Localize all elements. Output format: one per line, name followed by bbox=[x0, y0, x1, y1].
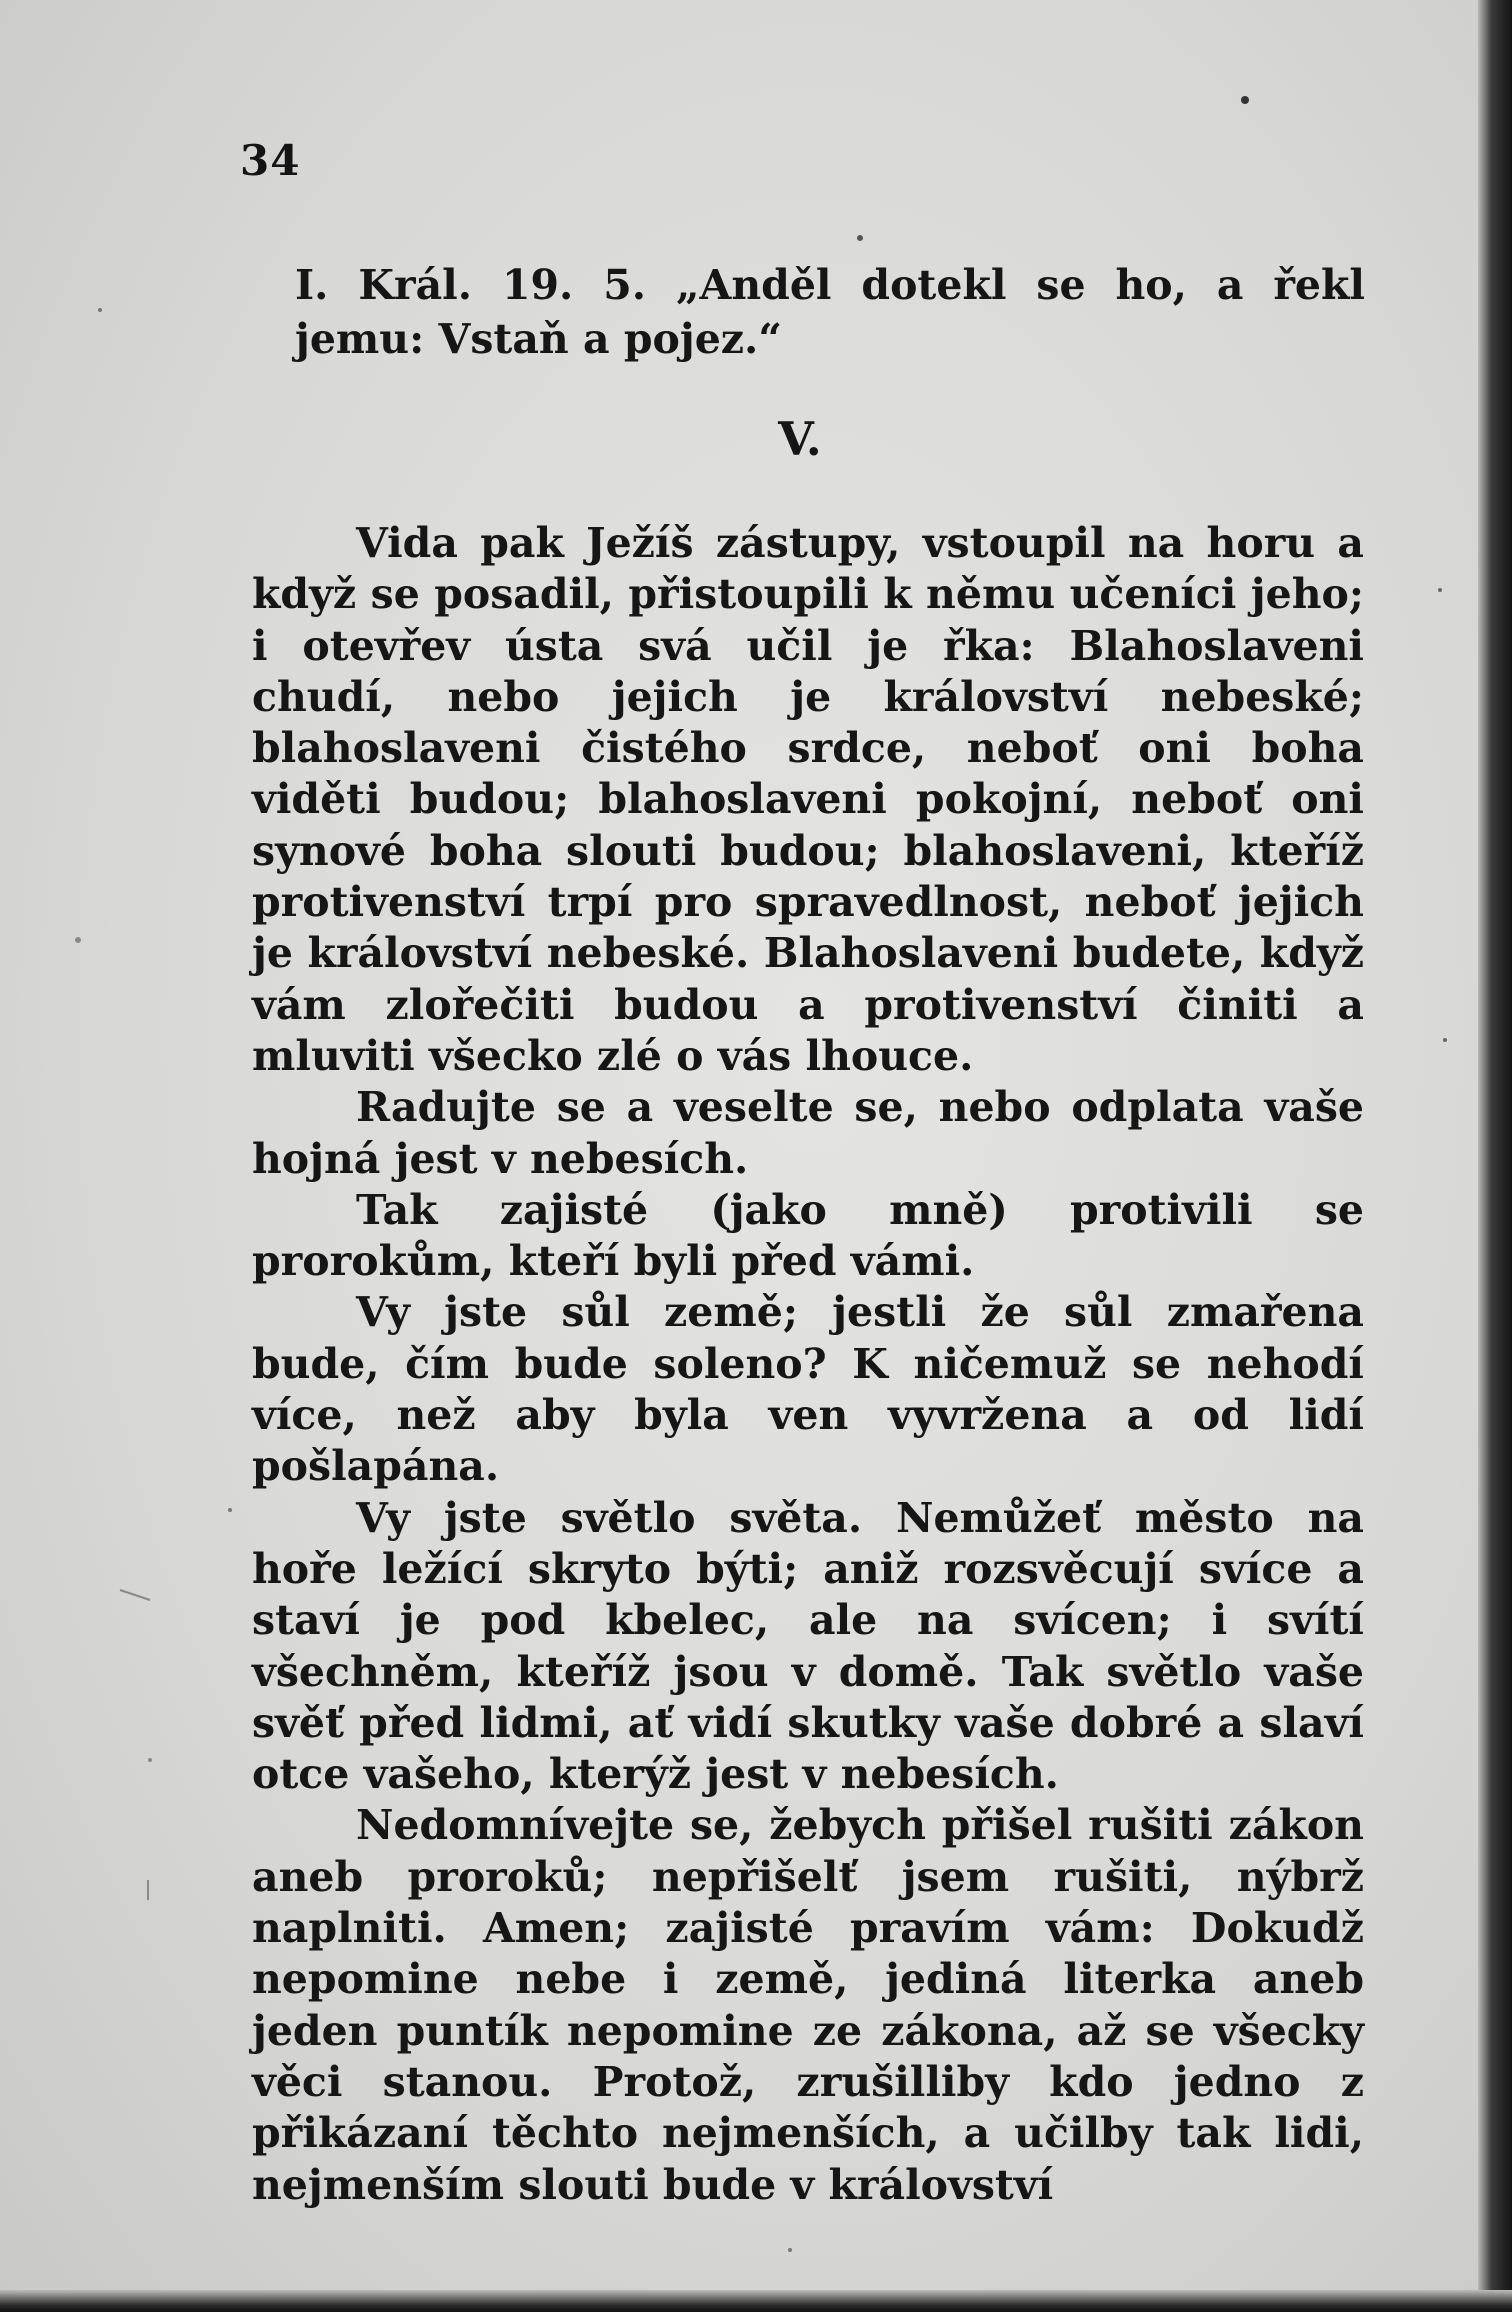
page-bottom-edge bbox=[0, 2290, 1512, 2312]
paragraph: Tak zajisté (jako mně) protivili se prorokům, kteří byli před vámi. bbox=[252, 1185, 1364, 1286]
paragraph: Nedomnívejte se, žebych přišel rušiti zákon aneb proroků; nepřišelť jsem rušiti, nýbrž naplniti. Amen; zajisté pravím vám: Dokudž nepomine nebe i země, jediná literka aneb jeden puntík nepomine ze zákona, až se všecky věci stanou. Protož, zrušilliby kdo jedno z přikázaní těchto nejmenších, a učilby tak lidi, nejmenším slouti bude v království bbox=[252, 1801, 1364, 2209]
body-text bbox=[252, 518, 1364, 2211]
paragraph: Vy jste sůl země; jestli že sůl zmařena bude, čím bude soleno? K ničemuž se nehodí více, než aby byla ven vyvržena a od lidí pošlapána. bbox=[252, 1288, 1364, 1491]
paragraph: Radujte se a veselte se, nebo odplata vaše hojná jest v nebesích. bbox=[252, 1083, 1364, 1183]
page-number: 34 bbox=[240, 136, 301, 185]
epigraph: I. Král. 19. 5. „Anděl dotekl se ho, a řekl jemu: Vstaň a pojez.“ bbox=[295, 261, 1365, 363]
paragraph: Vida pak Ježíš zástupy, vstoupil na horu a když se posadil, přistoupili k němu učeníci jeho; i otevřev ústa svá učil je řka: Blahoslaveni chudí, nebo jejich je království nebeské; blahoslaveni čistého srdce, neboť oni boha viděti budou; blahoslaveni pokojní, neboť oni synové boha slouti budou; blahoslaveni, kteříž protivenství trpí pro spravedlnost, neboť jejich je království nebeské. Blahoslaveni budete, když vám zlořečiti budou a protivenství činiti a mluviti všecko zlé o vás lhouce. bbox=[252, 519, 1364, 1080]
book-gutter-shadow bbox=[1478, 0, 1512, 2312]
paragraph: Vy jste světlo světa. Nemůžeť město na hoře ležící skryto býti; aniž rozsvěcují svíce a staví je pod kbelec, ale na svícen; i svítí všechněm, kteříž jsou v domě. Tak světlo vaše svěť před lidmi, ať vidí skutky vaše dobré a slaví otce vašeho, kterýž jest v nebesích. bbox=[252, 1493, 1364, 1799]
section-heading: V. bbox=[778, 412, 822, 466]
